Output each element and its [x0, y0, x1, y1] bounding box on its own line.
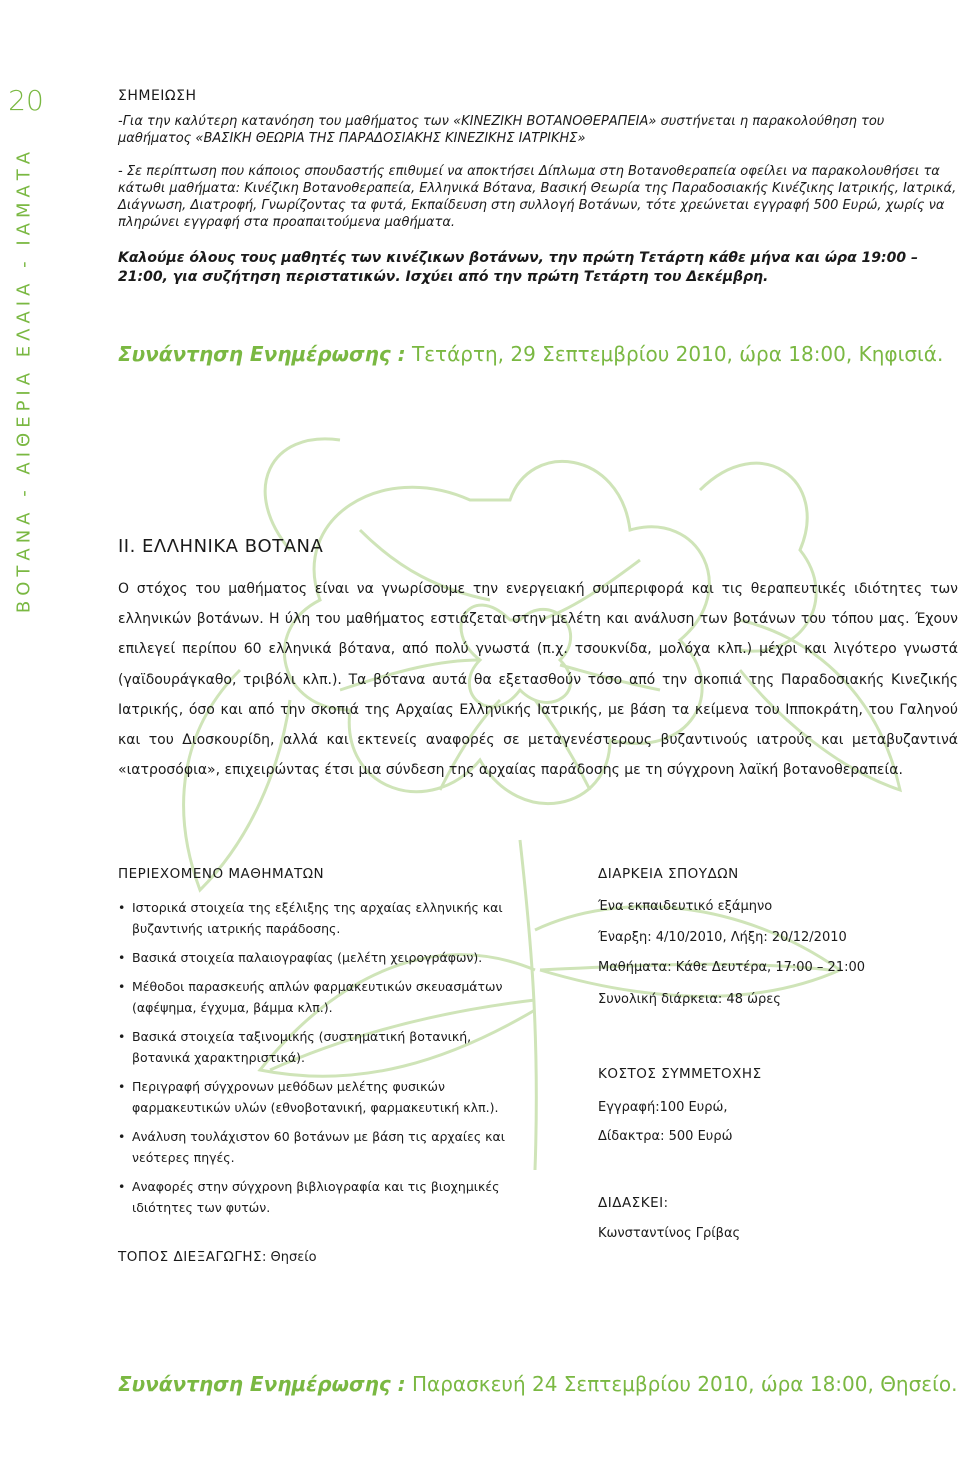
bullet-icon: • [118, 1179, 126, 1194]
teacher-heading-row [598, 1192, 668, 1211]
duration-line-2: Έναρξη: 4/10/2010, Λήξη: 20/12/2010 [598, 930, 847, 945]
sidebar [0, 0, 46, 1473]
cost-heading: ΚΟΣΤΟΣ ΣΥΜΜΕΤΟΧΗΣ [598, 1066, 762, 1082]
right-column [598, 866, 958, 1241]
duration-heading: ΔΙΑΡΚΕΙΑ ΣΠΟΥΔΩΝ [598, 866, 739, 882]
note-heading: ΣΗΜΕΙΩΣΗ [118, 88, 197, 104]
meeting-label: Συνάντηση Ενημέρωσης : [118, 342, 406, 366]
bullet-icon: • [118, 900, 126, 915]
content-list [118, 897, 512, 1226]
meeting-text: Τετάρτη, 29 Σεπτεμβρίου 2010, ώρα 18:00, Κηφισιά. [412, 342, 944, 366]
duration-line-4: Συνολική διάρκεια: 48 ώρες [598, 992, 781, 1007]
page-number: 20 [8, 84, 44, 117]
section-title: ΙΙ. ΕΛΛΗΝΙΚΑ ΒΟΤΑΝΑ [118, 536, 324, 557]
duration-line-3: Μαθήματα: Κάθε Δευτέρα, 17:00 – 21:00 [598, 960, 866, 975]
venue [118, 1249, 317, 1265]
cost-line-1: Εγγραφή:100 Ευρώ, [598, 1100, 728, 1115]
bullet-icon: • [118, 1079, 126, 1094]
bullet-icon: • [118, 1029, 126, 1044]
meeting-label: Συνάντηση Ενημέρωσης : [118, 1372, 406, 1396]
note-bold-paragraph: Καλούμε όλους τους μαθητές των κινέζικων βοτάνων, την πρώτη Τετάρτη κάθε μήνα και ώρα 19:00 – 21:00, για συζήτηση περιστατικών. Ισχύει από την πρώτη Τετάρτη του Δεκέμβρη. [118, 250, 918, 285]
bullet-icon: • [118, 950, 126, 965]
list-item: • Αναφορές στην σύγχρονη βιβλιογραφία και τις βιοχημικές ιδιότητες των φυτών. [118, 1176, 512, 1218]
list-item: • Μέθοδοι παρασκευής απλών φαρμακευτικών σκευασμάτων (αφέψημα, έγχυμα, βάμμα κλπ.). [118, 976, 512, 1018]
content-heading: ΠΕΡΙΕΧΟΜΕΝΟ ΜΑΘΗΜΑΤΩΝ [118, 866, 325, 882]
teacher-name: Κωνσταντίνος Γρίβας [598, 1226, 741, 1241]
teacher-heading: ΔΙΔΑΣΚΕΙ [598, 1195, 664, 1211]
list-item: • Βασικά στοιχεία παλαιογραφίας (μελέτη χειρογράφων). [118, 947, 512, 968]
list-item: • Ιστορικά στοιχεία της εξέλιξης της αρχαίας ελληνικής και βυζαντινής ιατρικής παράδοσης. [118, 897, 512, 939]
meeting-announcement-1 [118, 342, 943, 366]
venue-value: : Θησείο [262, 1250, 317, 1265]
cost-line-2: Δίδακτρα: 500 Ευρώ [598, 1129, 733, 1144]
meeting-text: Παρασκευή 24 Σεπτεμβρίου 2010, ώρα 18:00, Θησείο. [412, 1372, 958, 1396]
list-item: • Βασικά στοιχεία ταξινομικής (συστηματική βοτανική, βοτανικά χαρακτηριστικά). [118, 1026, 512, 1068]
duration-line-1: Ένα εκπαιδευτικό εξάμηνο [598, 899, 773, 914]
list-item: • Περιγραφή σύγχρονων μεθόδων μελέτης φυσικών φαρμακευτικών υλών (εθνοβοτανική, φαρμακευτική κλπ.). [118, 1076, 512, 1118]
bullet-icon: • [118, 1129, 126, 1144]
bullet-icon: • [118, 979, 126, 994]
venue-label: ΤΟΠΟΣ ΔΙΕΞΑΓΩΓΗΣ [118, 1249, 263, 1265]
list-item: • Ανάλυση τουλάχιστον 60 βοτάνων με βάση τις αρχαίες και νεότερες πηγές. [118, 1126, 512, 1168]
note-paragraph-1: -Για την καλύτερη κατανόηση του μαθήματος των «ΚΙΝΕΖΙΚΗ ΒΟΤΑΝΟΘΕΡΑΠΕΙΑ» συστήνεται η παρακολούθηση του μαθήματος «ΒΑΣΙΚΗ ΘΕΩΡΙΑ ΤΗΣ ΠΑΡΑΔΟΣΙΑΚΗΣ ΚΙΝΕΖΙΚΗΣ ΙΑΤΡΙΚΗΣ» [118, 114, 885, 146]
note-paragraph-2: - Σε περίπτωση που κάποιος σπουδαστής επιθυμεί να αποκτήσει Δίπλωμα στη Βοτανοθεραπεία οφείλει να παρακολουθήσει τα κάτωθι μαθήματα: Κινέζικη Βοτανοθεραπεία, Ελληνικά Βότανα, Βασική Θεωρία της Παραδοσιακής Κινέζικης Ιατρικής, Ιατρικά, Διάγνωση, Διατροφή, Γνωρίζοντας τα φυτά, Εκπαίδευση στη συλλογή Βοτάνων, τότε χρεώνεται εγγραφή 500 Ευρώ, χωρίς να πληρώνει εγγραφή στα προαπαιτούμενα μαθήματα. [118, 164, 957, 230]
meeting-announcement-2 [118, 1372, 957, 1396]
side-title: ΒΟΤΑΝΑ - ΑΙΘΕΡΙΑ ΕΛΑΙΑ - ΙΑΜΑΤΑ [13, 146, 35, 614]
section-body: Ο στόχος του μαθήματος είναι να γνωρίσουμε την ενεργειακή συμπεριφορά και τις θεραπευτικές ιδιότητες των ελληνικών βοτάνων. Η ύλη του μαθήματος εστιάζεται στην μελέτη και ανάλυση των βοτάνων του τόπου μας. Έχουν επιλεγεί περίπου 60 ελληνικά βότανα, από πολύ γνωστά (π.χ. τσουκνίδα, μολόχα κλπ.) μέχρι και λιγότερο γνωστά (γαϊδουράγκαθο, τριβόλι κλπ.). Τα βότανα αυτά θα εξετασθούν τόσο από την σκοπιά της Παραδοσιακής Κινεζικής Ιατρικής, όσο και από την σκοπιά της Αρχαίας Ελληνικής Ιατρικής, με βάση τα κείμενα του Ιπποκράτη, του Γαληνού και του Διοσκουρίδη, αλλά και εκτενείς αναφορές σε μεταγενέστερους βυζαντινούς ιατρούς και μεταβυζαντινά «ιατροσόφια», επιχειρώντας έτσι μια σύνδεση της αρχαίας παράδοσης με τη σύγχρονη λαϊκή βοτανοθεραπεία. [118, 581, 958, 779]
teacher-colon: : [663, 1196, 668, 1211]
